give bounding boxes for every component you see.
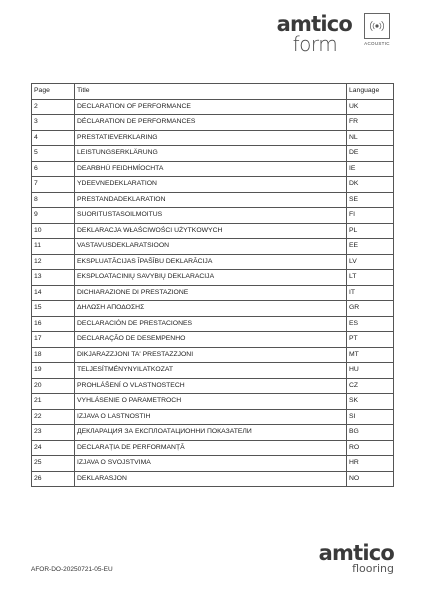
cell-language: PL [347,223,394,239]
cell-language: HU [347,363,394,379]
cell-page: 3 [32,115,75,131]
header-page: Page [32,84,75,100]
cell-language: FR [347,115,394,131]
cell-title: ДЕКЛАРАЦИЯ ЗА ЕКСПЛОАТАЦИОННИ ПОКАЗАТЕЛИ [75,425,347,441]
table-row [32,301,394,317]
cell-title: IZJAVA O LASTNOSTIH [75,409,347,425]
cell-title: ΔΗΛΩΣΗ ΑΠΟΔΟΣΗΣ [75,301,347,317]
cell-language: EE [347,239,394,255]
table-row [32,471,394,487]
table-row [32,146,394,162]
cell-page: 24 [32,440,75,456]
table-row [32,192,394,208]
cell-title: DEKLARASJON [75,471,347,487]
table-row [32,161,394,177]
table-row [32,285,394,301]
cell-title: PROHLÁŠENÍ O VLASTNOSTECH [75,378,347,394]
table-row [32,316,394,332]
cell-page: 12 [32,254,75,270]
cell-page: 10 [32,223,75,239]
table-row [32,177,394,193]
contents-table [31,83,394,487]
cell-language: SI [347,409,394,425]
table-row [32,409,394,425]
cell-title: DEKLARACJA WŁAŚCIWOŚCI UŻYTKOWYCH [75,223,347,239]
cell-language: PT [347,332,394,348]
cell-page: 23 [32,425,75,441]
cell-language: ES [347,316,394,332]
table-row [32,130,394,146]
table-row [32,425,394,441]
cell-title: EKSPLOATACINIŲ SAVYBIŲ DEKLARACIJA [75,270,347,286]
table-body [32,99,394,487]
cell-page: 5 [32,146,75,162]
cell-title: TELJESÍTMÉNYNYILATKOZAT [75,363,347,379]
cell-title: PRESTATIEVERKLARING [75,130,347,146]
table-row [32,394,394,410]
brand-sub: form [292,32,338,56]
table-row [32,99,394,115]
cell-page: 13 [32,270,75,286]
cell-page: 6 [32,161,75,177]
cell-language: GR [347,301,394,317]
table-row [32,223,394,239]
cell-title: DICHIARAZIONE DI PRESTAZIONE [75,285,347,301]
cell-language: IT [347,285,394,301]
footer-logo [319,543,394,575]
cell-language: LT [347,270,394,286]
cell-language: SK [347,394,394,410]
cell-title: DECLARAȚIA DE PERFORMANȚĂ [75,440,347,456]
acoustic-badge [357,13,397,53]
cell-page: 25 [32,456,75,472]
cell-title: DIKJARAZZJONI TA' PRESTAZZJONI [75,347,347,363]
cell-language: MT [347,347,394,363]
cell-language: DK [347,177,394,193]
table-row [32,332,394,348]
table-row [32,270,394,286]
header-logo [277,14,352,54]
cell-title: DÉCLARATION DE PERFORMANCES [75,115,347,131]
table-row [32,347,394,363]
table-row [32,115,394,131]
cell-title: EKSPLUATĀCIJAS ĪPAŠĪBU DEKLARĀCIJA [75,254,347,270]
cell-page: 16 [32,316,75,332]
table-row [32,456,394,472]
cell-language: HR [347,456,394,472]
cell-language: UK [347,99,394,115]
table-row [32,363,394,379]
cell-language: RO [347,440,394,456]
cell-language: NL [347,130,394,146]
cell-title: DECLARATION OF PERFORMANCE [75,99,347,115]
cell-page: 21 [32,394,75,410]
cell-title: YDEEVNEDEKLARATION [75,177,347,193]
cell-page: 2 [32,99,75,115]
cell-title: VASTAVUSDEKLARATSIOON [75,239,347,255]
footer-brand-sub: flooring [352,562,394,575]
cell-title: VYHLÁSENIE O PARAMETROCH [75,394,347,410]
cell-page: 14 [32,285,75,301]
cell-page: 18 [32,347,75,363]
cell-language: IE [347,161,394,177]
cell-language: BG [347,425,394,441]
cell-language: SE [347,192,394,208]
table-header-row [32,84,394,100]
cell-page: 19 [32,363,75,379]
cell-title: SUORITUSTASOILMOITUS [75,208,347,224]
cell-page: 15 [32,301,75,317]
cell-page: 9 [32,208,75,224]
cell-title: IZJAVA O SVOJSTVIMA [75,456,347,472]
cell-page: 17 [32,332,75,348]
cell-language: NO [347,471,394,487]
table-row [32,254,394,270]
cell-title: LEISTUNGSERKLÄRUNG [75,146,347,162]
document-code: AFOR-DO-20250721-05-EU [31,566,113,573]
cell-page: 26 [32,471,75,487]
cell-language: FI [347,208,394,224]
cell-title: DECLARACIÓN DE PRESTACIONES [75,316,347,332]
header-title: Title [75,84,347,100]
cell-title: PRESTANDADEKLARATION [75,192,347,208]
speaker-waves-icon [364,13,390,39]
cell-page: 20 [32,378,75,394]
cell-language: CZ [347,378,394,394]
acoustic-label: ACOUSTIC [364,41,390,46]
cell-language: DE [347,146,394,162]
table-row [32,239,394,255]
footer-brand-name: amtico [318,541,394,565]
cell-page: 7 [32,177,75,193]
cell-page: 8 [32,192,75,208]
table-row [32,208,394,224]
cell-language: LV [347,254,394,270]
cell-page: 22 [32,409,75,425]
table-row [32,378,394,394]
cell-title: DEARBHÚ FEIDHMÍOCHTA [75,161,347,177]
cell-page: 11 [32,239,75,255]
header-language: Language [347,84,394,100]
cell-title: DECLARAÇÃO DE DESEMPENHO [75,332,347,348]
cell-page: 4 [32,130,75,146]
table-row [32,440,394,456]
brand-name: amtico [276,12,352,36]
